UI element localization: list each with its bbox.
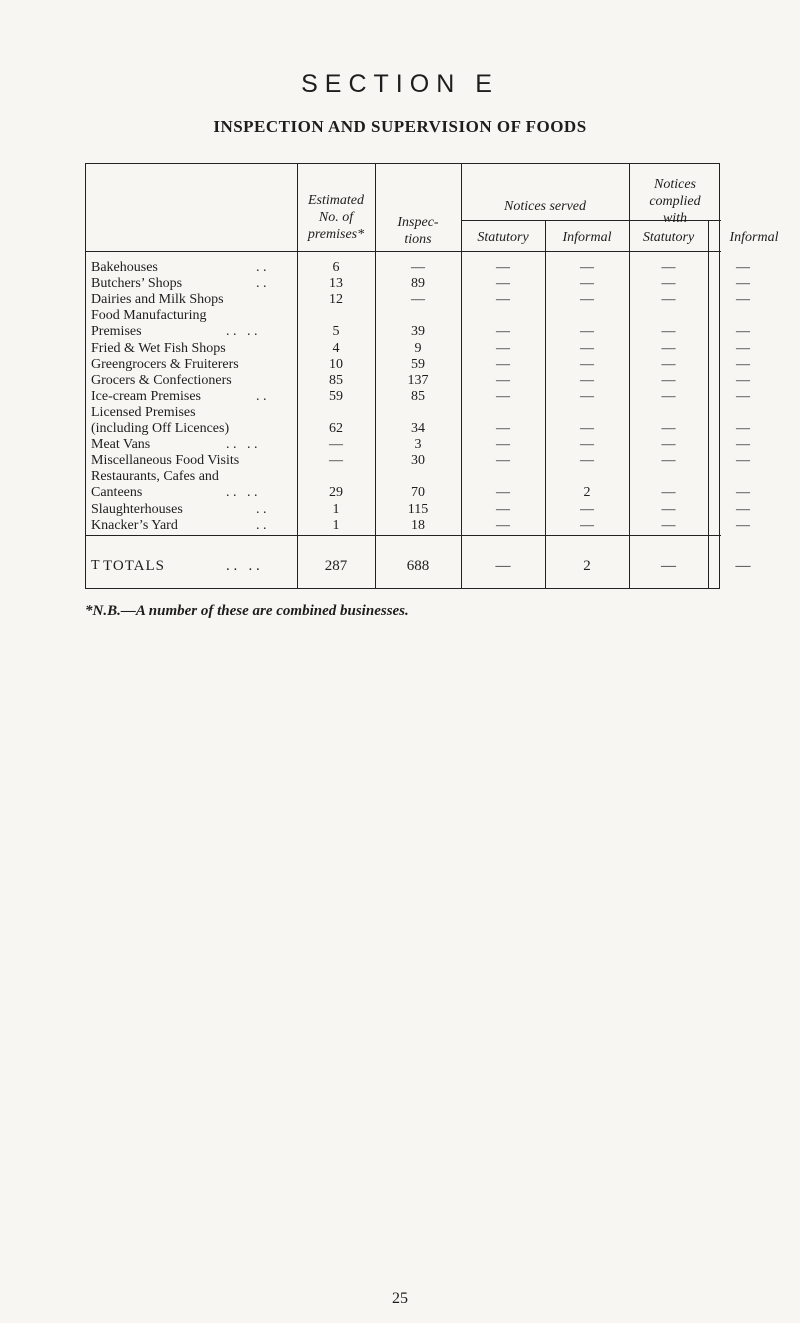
cell-nc-stat: —	[661, 292, 676, 308]
cell-ns-inf: —	[580, 260, 594, 275]
page-number: 25	[392, 1290, 408, 1307]
leader-dots: . .	[256, 501, 267, 517]
cell-inspections: 39	[411, 324, 425, 340]
leader-dots: . . . .	[226, 485, 258, 501]
cell-nc-inf: —	[736, 292, 750, 308]
table-row	[86, 388, 750, 405]
cell-inspections: 30	[411, 453, 425, 469]
cell-inspections: 18	[411, 517, 425, 533]
header-inspections: Inspec- tions	[397, 215, 439, 247]
cell-ns-inf: —	[580, 372, 594, 388]
food-inspection-table	[85, 163, 779, 589]
totals-row	[86, 558, 751, 574]
cell-ns-stat: —	[496, 517, 510, 533]
cell-ns-stat: —	[496, 421, 510, 436]
cell-ns-stat: —	[496, 437, 510, 453]
table-row	[86, 421, 750, 437]
cell-ns-inf: —	[580, 421, 594, 436]
cell-ns-stat: —	[496, 453, 510, 469]
cell-nc-inf: —	[736, 372, 750, 388]
cell-nc-inf: —	[736, 356, 750, 372]
row-label: (including Off Licences)	[91, 421, 230, 436]
table-row	[86, 517, 750, 534]
cell-nc-stat: —	[661, 501, 676, 517]
row-label: Slaughterhouses	[91, 501, 183, 517]
cell-ns-stat: —	[496, 501, 510, 517]
cell-inspections: 137	[407, 372, 429, 388]
cell-nc-inf: —	[735, 558, 751, 574]
cell-nc-inf: —	[736, 276, 750, 292]
row-label: Fried & Wet Fish Shops	[91, 340, 226, 356]
cell-nc-stat: —	[661, 453, 676, 469]
cell-inspections: —	[411, 292, 425, 308]
cell-ns-stat: —	[496, 324, 510, 340]
cell-ns-inf: —	[580, 324, 594, 340]
cell-nc-inf: —	[736, 324, 750, 340]
cell-nc-inf: —	[736, 340, 750, 356]
cell-premises: 29	[329, 485, 343, 501]
header-estimated-premises: Estimated No. of premises*	[307, 193, 365, 242]
cell-nc-stat: —	[661, 421, 676, 436]
cell-nc-stat: —	[661, 260, 676, 275]
cell-nc-inf: —	[736, 517, 750, 533]
cell-ns-stat: —	[496, 388, 510, 404]
cell-ns-stat: —	[496, 260, 510, 275]
row-label: Knacker’s Yard	[91, 517, 178, 533]
row-label: T	[91, 558, 100, 573]
cell-ns-inf: —	[580, 517, 594, 533]
cell-inspections: 9	[414, 340, 422, 356]
cell-premises: 287	[324, 558, 348, 574]
cell-ns-stat: —	[496, 485, 510, 501]
cell-premises: 12	[329, 292, 343, 308]
row-label: Restaurants, Cafes and	[91, 469, 219, 485]
totals-label: TOTALS	[103, 558, 166, 574]
table-row	[86, 437, 750, 453]
header-served-informal: Informal	[562, 230, 612, 245]
cell-ns-inf: —	[580, 292, 594, 308]
row-label: Dairies and Milk Shops	[91, 292, 224, 308]
cell-nc-inf: —	[736, 453, 750, 469]
row-label: Canteens	[91, 485, 143, 501]
cell-nc-stat: —	[661, 324, 676, 340]
header-complied-statutory: Statutory	[642, 230, 695, 245]
row-label: Ice-cream Premises	[91, 388, 201, 404]
header-notices-complied: Notices complied with	[649, 177, 701, 226]
row-label: Grocers & Confectioners	[91, 372, 232, 388]
header-complied-informal: Informal	[729, 230, 779, 245]
cell-premises: 59	[329, 388, 343, 404]
table-row	[86, 292, 750, 308]
cell-nc-stat: —	[661, 340, 676, 356]
leader-dots: . .	[256, 276, 267, 292]
cell-ns-stat: —	[496, 372, 510, 388]
cell-ns-inf: —	[580, 356, 594, 372]
cell-inspections: 70	[411, 485, 425, 501]
table-row	[86, 485, 750, 501]
cell-nc-stat: —	[661, 356, 676, 372]
cell-premises: 6	[332, 260, 340, 275]
header-served-statutory: Statutory	[477, 230, 529, 245]
cell-nc-inf: —	[736, 501, 750, 517]
cell-nc-inf: —	[736, 437, 750, 453]
cell-premises: 5	[332, 324, 340, 340]
table-row	[86, 501, 750, 518]
cell-ns-inf: —	[580, 501, 594, 517]
row-label: Greengrocers & Fruiterers	[91, 356, 239, 372]
row-label: Food Manufacturing	[91, 308, 207, 324]
cell-nc-stat: —	[661, 372, 676, 388]
table-row	[86, 372, 750, 389]
cell-nc-stat: —	[661, 437, 676, 453]
section-heading: SECTION E	[301, 70, 499, 98]
cell-premises: —	[329, 437, 343, 453]
row-label: Meat Vans	[91, 437, 151, 453]
cell-ns-stat: —	[496, 356, 510, 372]
cell-premises: 1	[332, 501, 340, 517]
table-row	[86, 324, 750, 340]
cell-nc-inf: —	[736, 485, 750, 501]
cell-premises: 4	[332, 340, 340, 356]
cell-inspections: 34	[411, 421, 425, 436]
table-row	[86, 356, 750, 373]
cell-ns-inf: 2	[583, 558, 591, 574]
table-row	[86, 453, 750, 469]
cell-nc-inf: —	[736, 260, 750, 275]
row-label: Butchers’ Shops	[91, 276, 183, 292]
cell-nc-inf: —	[736, 388, 750, 404]
cell-ns-stat: —	[495, 558, 511, 574]
cell-premises: 10	[329, 356, 343, 372]
cell-nc-inf: —	[736, 421, 750, 436]
cell-ns-inf: —	[580, 276, 594, 292]
table-row	[86, 276, 750, 292]
page-title: INSPECTION AND SUPERVISION OF FOODS	[213, 117, 587, 136]
cell-premises: 85	[329, 372, 343, 388]
cell-inspections: 89	[411, 276, 425, 292]
cell-ns-inf: —	[580, 340, 594, 356]
cell-premises: 62	[329, 421, 343, 436]
cell-ns-stat: —	[496, 276, 510, 292]
cell-nc-stat: —	[661, 276, 676, 292]
cell-premises: —	[329, 453, 343, 469]
cell-premises: 13	[329, 276, 343, 292]
cell-inspections: 3	[414, 437, 422, 453]
cell-inspections: 688	[406, 558, 430, 574]
table-row	[86, 340, 750, 357]
cell-ns-stat: —	[496, 340, 510, 356]
cell-inspections: 59	[411, 356, 425, 372]
leader-dots: . .	[256, 388, 267, 404]
leader-dots: . . . .	[226, 324, 258, 340]
table-row	[86, 260, 750, 276]
cell-ns-inf: —	[580, 437, 594, 453]
cell-nc-stat: —	[661, 558, 676, 574]
footnote: *N.B.—A number of these are combined businesses.	[85, 603, 409, 619]
leader-dots: . . . .	[226, 558, 260, 574]
cell-ns-stat: —	[496, 292, 510, 308]
header-notices-served: Notices served	[503, 199, 587, 214]
cell-inspections: 85	[411, 388, 425, 404]
cell-ns-inf: 2	[583, 485, 591, 501]
row-label: Bakehouses	[91, 260, 158, 275]
cell-inspections: 115	[407, 501, 429, 517]
row-label: Premises	[91, 324, 142, 340]
row-label: Licensed Premises	[91, 404, 196, 420]
row-label: Miscellaneous Food Visits	[91, 453, 240, 469]
cell-nc-stat: —	[661, 517, 676, 533]
cell-nc-stat: —	[661, 388, 676, 404]
cell-premises: 1	[332, 517, 340, 533]
cell-ns-inf: —	[580, 388, 594, 404]
cell-inspections: —	[411, 260, 425, 275]
leader-dots: . .	[256, 517, 267, 533]
cell-ns-inf: —	[580, 453, 594, 469]
leader-dots: . . . .	[226, 437, 258, 453]
leader-dots: . .	[256, 260, 267, 275]
cell-nc-stat: —	[661, 485, 676, 501]
